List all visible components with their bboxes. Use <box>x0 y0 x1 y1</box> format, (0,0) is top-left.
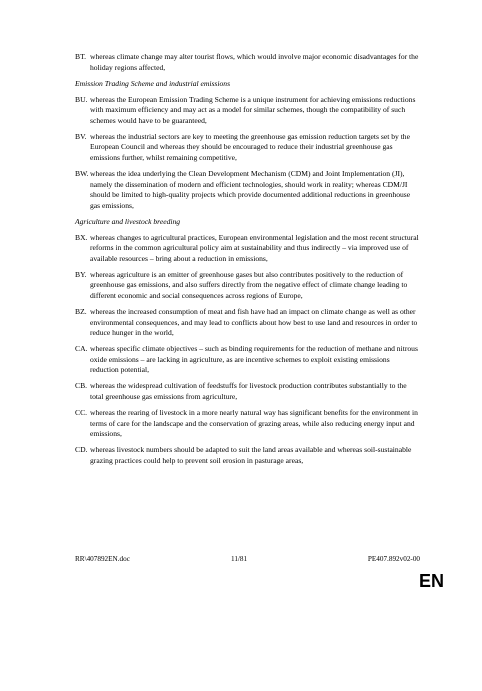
recital-text: whereas the European Emission Trading Scheme is a unique instrument for achieving emissions reductions with maximum efficiency and may act as a model for similar schemes, though the compatibility of such schemes would have to be guaranteed, <box>90 94 416 125</box>
recital-code: BV. <box>75 131 87 141</box>
recital-code: CC. <box>75 407 88 417</box>
recital-item <box>75 233 420 265</box>
recital-text: whereas the idea underlying the Clean Development Mechanism (CDM) and Joint Implementation (JI), namely the dissemination of modern and efficient technologies, should work in reality; whereas CDM/JI should be limited to high-quality projects which provide documented additional reductions in greenhouse gas emissions, <box>90 168 411 210</box>
section-heading: Emission Trading Scheme and industrial emissions <box>75 78 231 88</box>
recital-code: BY. <box>75 269 87 279</box>
recital-text: whereas agriculture is an emitter of greenhouse gases but also contributes positively to the reduction of greenhouse gas emissions, and also suffers directly from the negative effect of climate change leading to different economic and social consequences across regions of Europe, <box>90 269 408 301</box>
document-body <box>75 52 420 472</box>
recital-item <box>75 270 420 302</box>
recital-text: whereas changes to agricultural practices, European environmental legislation and the most recent structural reforms in the common agricultural policy aim at sustainability and thus indirectly – via improved use of available resources – bring about a reduction in emissions, <box>90 232 419 263</box>
recital-item <box>75 52 420 73</box>
recital-item <box>75 344 420 376</box>
recital-text: whereas specific climate objectives – such as binding requirements for the reduction of methane and nitrous oxide emissions – are lacking in agriculture, as are incentive schemes to exploit existing emissions reduction potential, <box>90 344 418 375</box>
section-heading: Agriculture and livestock breeding <box>75 216 181 226</box>
recital-text: whereas the industrial sectors are key to meeting the greenhouse gas emission reduction targets set by the European Council and whereas they should be encouraged to reduce their industrial greenhouse gas emissions further, whilst remaining competitive, <box>90 131 410 162</box>
recital-text: whereas livestock numbers should be adapted to suit the land areas available and whereas soil-sustainable grazing practices could help to prevent soil erosion in pasturage areas, <box>90 445 412 465</box>
recital-text: whereas the increased consumption of meat and fish have had an impact on climate change as well as other environmental consequences, and may lead to conflicts about how best to use land and resources in order to reduce hunger in the world, <box>90 307 418 338</box>
recital-code: BX. <box>75 232 88 242</box>
recital-item <box>75 445 420 466</box>
recital-text: whereas climate change may alter tourist flows, which would involve major economic disadvantages for the holiday regions affected, <box>90 52 419 72</box>
footer-doc-ref: RR\407892EN.doc <box>75 555 130 563</box>
recital-code: BT. <box>75 52 87 61</box>
recital-code: CB. <box>75 381 88 391</box>
recital-item <box>75 408 420 440</box>
recital-text: whereas the rearing of livestock in a more nearly natural way has significant benefits for the environment in terms of care for the landscape and the conservation of grazing areas, while also reducing energy input and emissions, <box>90 407 418 439</box>
footer-pe-ref: PE407.892v02-00 <box>367 555 420 563</box>
recital-item <box>75 381 420 402</box>
recital-code: BW. <box>75 168 89 178</box>
recital-code: BZ. <box>75 307 87 316</box>
recital-code: CD. <box>75 445 88 455</box>
recital-item <box>75 169 420 211</box>
recital-code: CA. <box>75 344 88 354</box>
footer-page-number: 11/81 <box>231 555 248 563</box>
recital-item <box>75 307 420 339</box>
recital-text: whereas the widespread cultivation of feedstuffs for livestock production contributes substantially to the total greenhouse gas emissions from agriculture, <box>90 381 407 401</box>
recital-item <box>75 95 420 127</box>
language-code: EN <box>419 571 445 591</box>
recital-item <box>75 132 420 164</box>
recital-code: BU. <box>75 94 88 104</box>
